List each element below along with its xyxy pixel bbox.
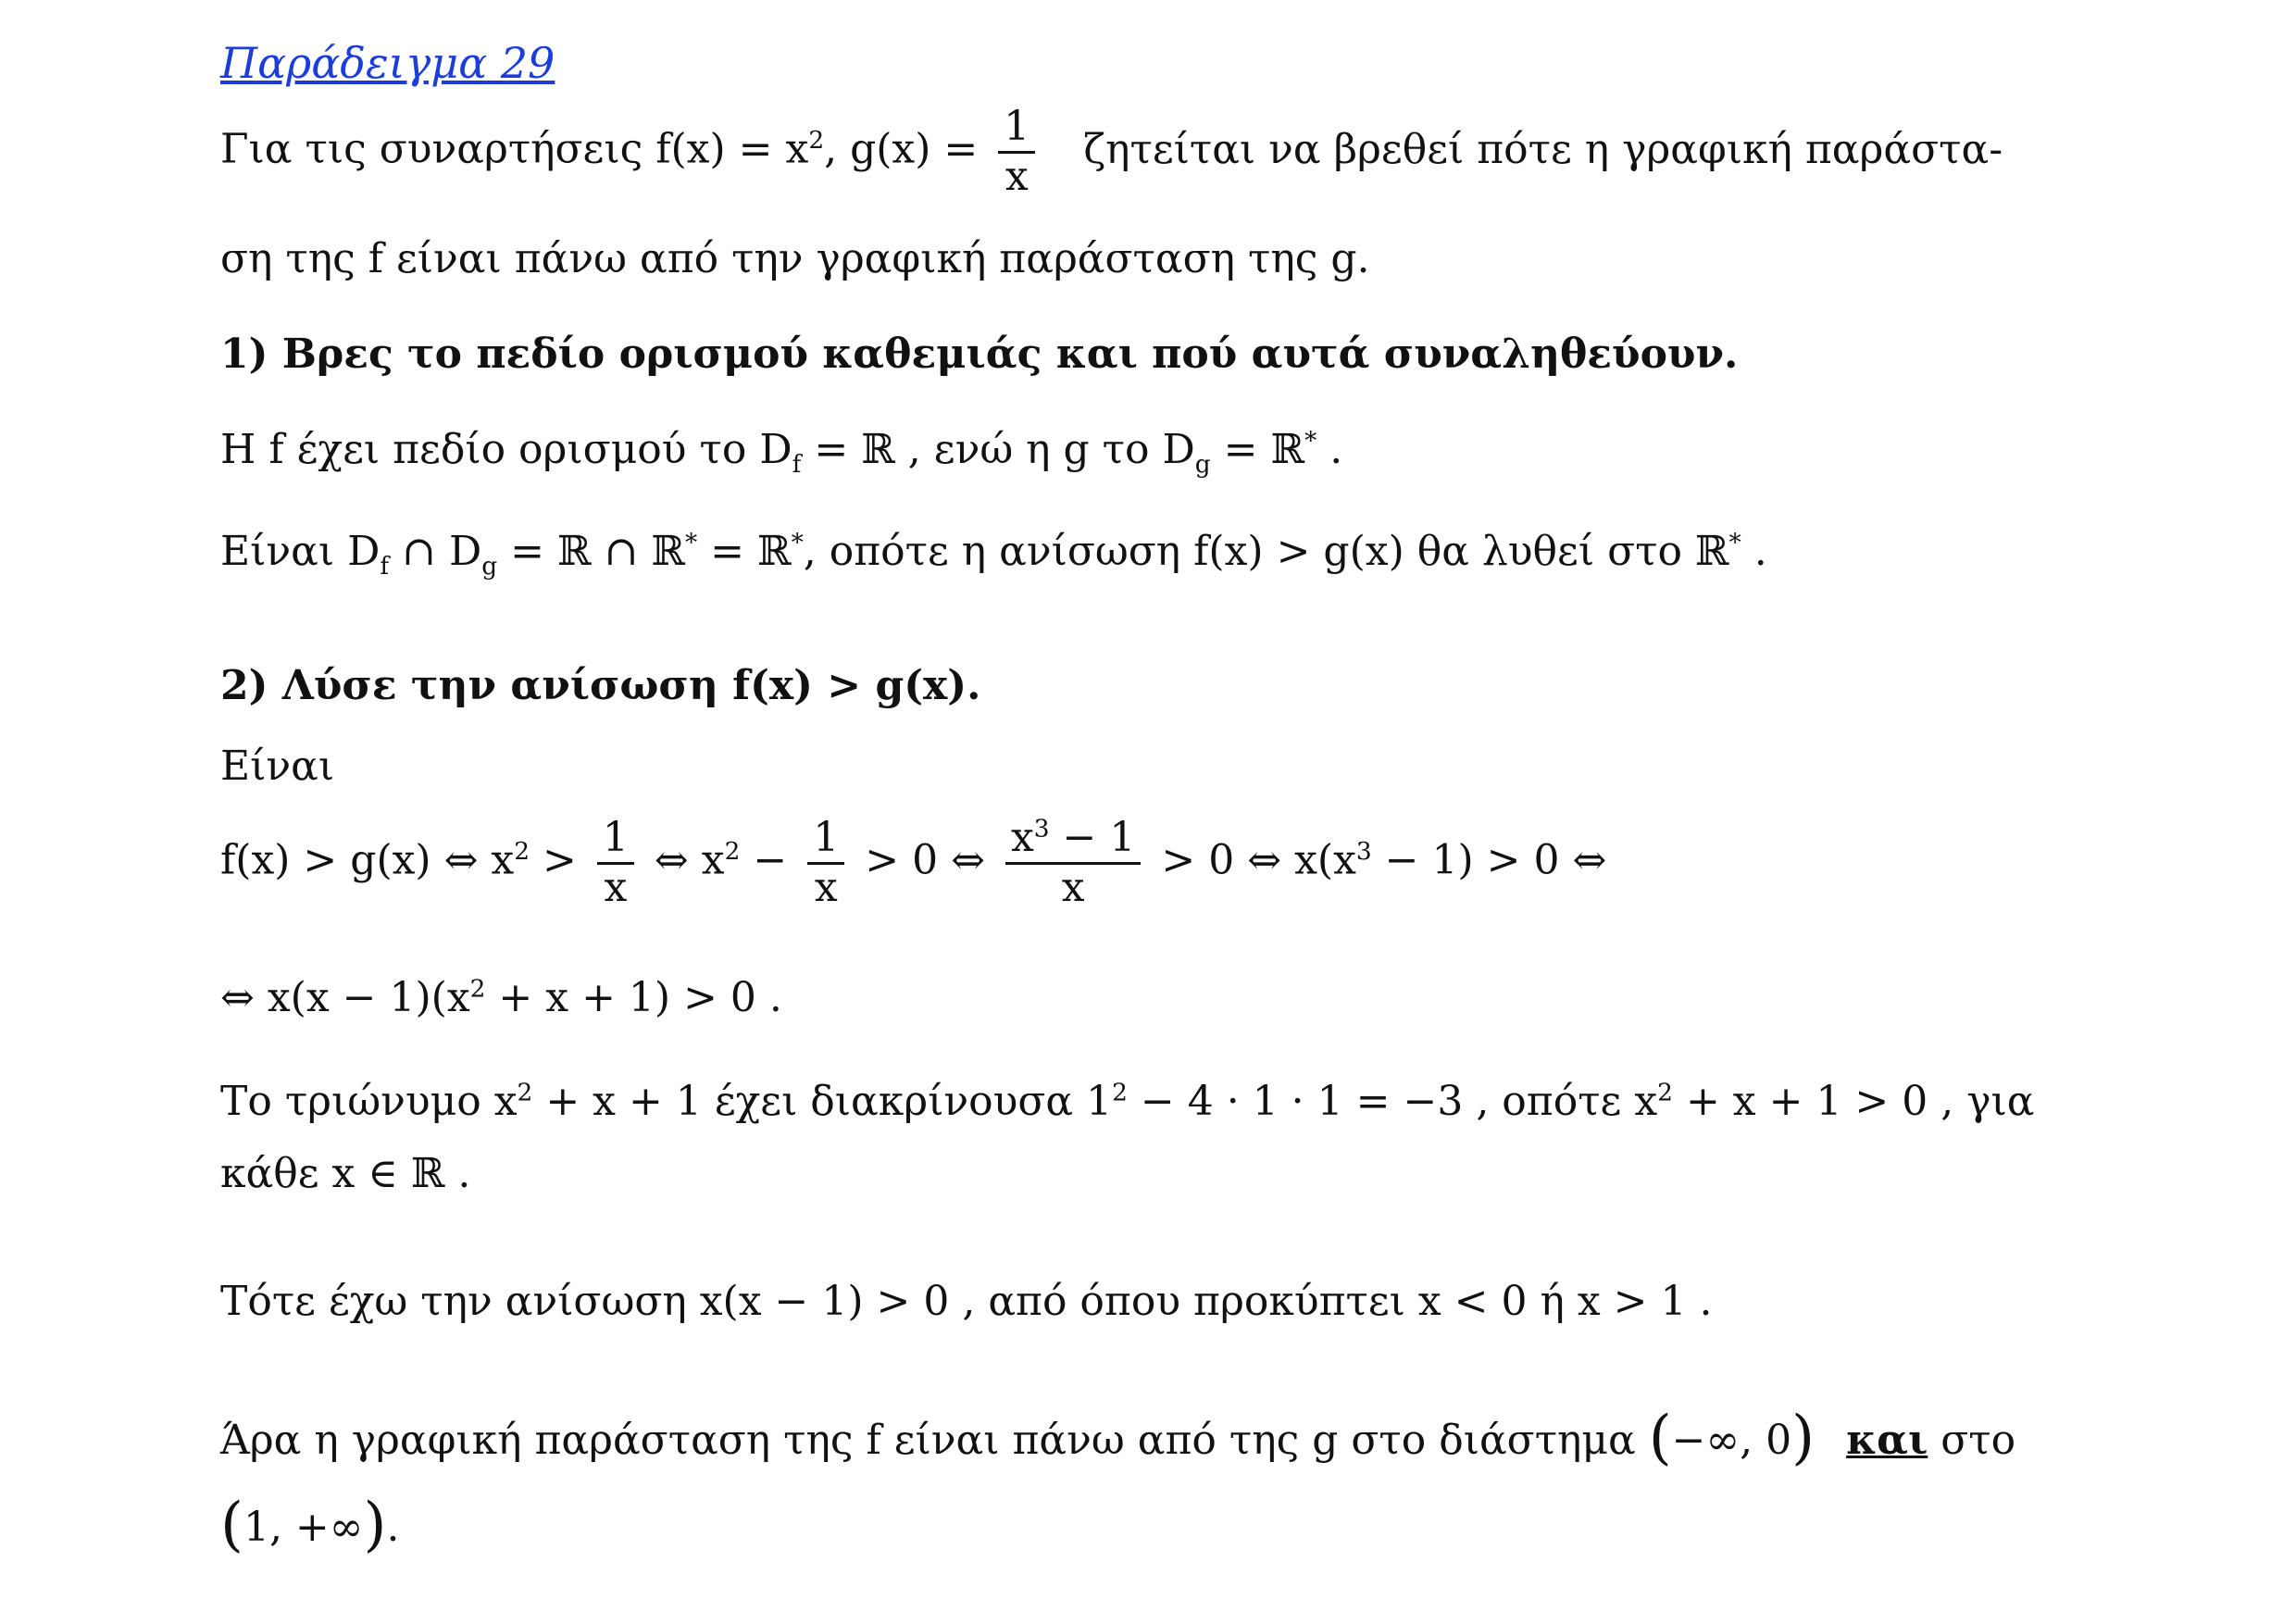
fraction-3	[1005, 815, 1141, 911]
interval-2: 1, +∞	[243, 1504, 364, 1551]
and-emphasis: και	[1846, 1417, 1928, 1464]
subscript-g: g	[481, 551, 498, 581]
chain-text-6: > 0 ⇔ x(x	[1161, 836, 1356, 884]
intersection-line	[220, 526, 1767, 581]
fraction-numerator	[1005, 815, 1141, 865]
numerator-exponent: 3	[1033, 814, 1050, 843]
conclusion-line-2	[220, 1491, 400, 1559]
example-title[interactable]: Παράδειγμα 29	[220, 38, 555, 88]
trinomial-exponent: 2	[1112, 1078, 1128, 1107]
subscript-f: f	[380, 551, 390, 581]
trinomial-text-2: + x + 1 έχει διακρίνουσα 1	[532, 1078, 1113, 1125]
intro-line-2: ση της f είναι πάνω από την γραφική παράσταση της g.	[220, 235, 1370, 282]
intersection-text: Είναι D	[220, 528, 381, 575]
chain2-text-2: + x + 1) > 0 .	[485, 974, 782, 1021]
domain-text-4: .	[1316, 426, 1343, 473]
trinomial-text-4: + x + 1 > 0 , για	[1672, 1078, 2035, 1125]
intro-text-mid: , g(x) =	[824, 125, 979, 173]
trinomial-text: Το τριώνυμο x	[220, 1078, 518, 1125]
domain-line	[220, 424, 1343, 479]
fraction-numerator: 1	[807, 815, 844, 865]
fraction-numerator: 1	[597, 815, 634, 865]
intro-line-1	[220, 104, 2003, 200]
fraction-2	[807, 815, 844, 911]
intersection-text-4: = ℝ	[697, 528, 792, 575]
domain-text: Η f έχει πεδίο ορισμού το D	[220, 426, 792, 473]
domain-text-2: = ℝ , ενώ η g το D	[801, 426, 1195, 473]
chain2-text: ⇔ x(x − 1)(x	[220, 974, 470, 1021]
subscript-g: g	[1194, 449, 1211, 479]
interval-1: −∞, 0	[1671, 1417, 1792, 1464]
star-superscript: *	[684, 528, 698, 557]
intersection-text-6: .	[1741, 528, 1767, 575]
chain-exponent: 3	[1355, 836, 1372, 866]
final-period: .	[386, 1504, 400, 1551]
question-1: 1) Βρες το πεδίο ορισμού καθεμιάς και πού αυτά συναληθεύουν.	[220, 331, 1739, 378]
domain-text-3: = ℝ	[1210, 426, 1305, 473]
chain-text-4: −	[740, 836, 788, 884]
intersection-text-2: ∩ D	[389, 528, 482, 575]
einai-line: Είναι	[220, 743, 335, 790]
chain-exponent: 2	[514, 836, 530, 866]
trinomial-line-1	[220, 1076, 2035, 1128]
chain-text-5: > 0 ⇔	[865, 836, 985, 884]
intro-exponent: 2	[808, 125, 825, 155]
numerator-base: x	[1010, 814, 1034, 861]
left-paren: (	[1648, 1404, 1672, 1472]
intro-text: Για τις συναρτήσεις f(x) = x	[220, 125, 809, 173]
conclusion-text: Άρα η γραφική παράσταση της f είναι πάνω από της g στο διάστημα	[220, 1417, 1649, 1464]
conclusion-line-1	[220, 1404, 2016, 1472]
equivalence-chain	[220, 815, 1606, 911]
right-paren: )	[363, 1491, 387, 1559]
fraction-1	[597, 815, 634, 911]
trinomial-text-3: − 4 · 1 · 1 = −3 , οπότε x	[1127, 1078, 1658, 1125]
question-2: 2) Λύσε την ανίσωση f(x) > g(x).	[220, 662, 981, 709]
chain-text-7: − 1) > 0 ⇔	[1371, 836, 1607, 884]
intersection-text-3: = ℝ ∩ ℝ	[497, 528, 685, 575]
left-paren: (	[220, 1491, 243, 1559]
fraction-one-over-x	[998, 104, 1035, 200]
fraction-denominator: x	[1004, 152, 1029, 200]
star-superscript: *	[1728, 528, 1741, 557]
chain-text-1: f(x) > g(x) ⇔ x	[220, 836, 515, 884]
fraction-numerator: 1	[998, 104, 1035, 154]
intersection-text-5: , οπότε η ανίσωση f(x) > g(x) θα λυθεί στο ℝ	[803, 528, 1729, 575]
subscript-f: f	[792, 449, 802, 479]
trinomial-exponent: 2	[517, 1078, 533, 1107]
solution-line: Τότε έχω την ανίσωση x(x − 1) > 0 , από όπου προκύπτει x < 0 ή x > 1 .	[220, 1278, 1713, 1325]
right-paren: )	[1791, 1404, 1816, 1472]
numerator-rest: − 1	[1049, 814, 1136, 861]
conclusion-text-2: στο	[1928, 1417, 2016, 1464]
fraction-denominator: x	[1061, 863, 1085, 911]
chain-text-2: >	[530, 836, 577, 884]
chain2-exponent: 2	[469, 974, 486, 1004]
star-superscript: *	[1304, 426, 1317, 456]
fraction-denominator: x	[814, 863, 838, 911]
chain-text-3: ⇔ x	[654, 836, 725, 884]
star-superscript: *	[791, 528, 804, 557]
fraction-denominator: x	[604, 863, 628, 911]
chain-exponent: 2	[724, 836, 741, 866]
equivalence-chain-2	[220, 972, 782, 1024]
trinomial-line-2: κάθε x ∈ ℝ .	[220, 1150, 471, 1197]
intro-text-suffix: ζητείται να βρεθεί πότε η γραφική παράστα-	[1083, 125, 2003, 173]
trinomial-exponent: 2	[1657, 1078, 1673, 1107]
